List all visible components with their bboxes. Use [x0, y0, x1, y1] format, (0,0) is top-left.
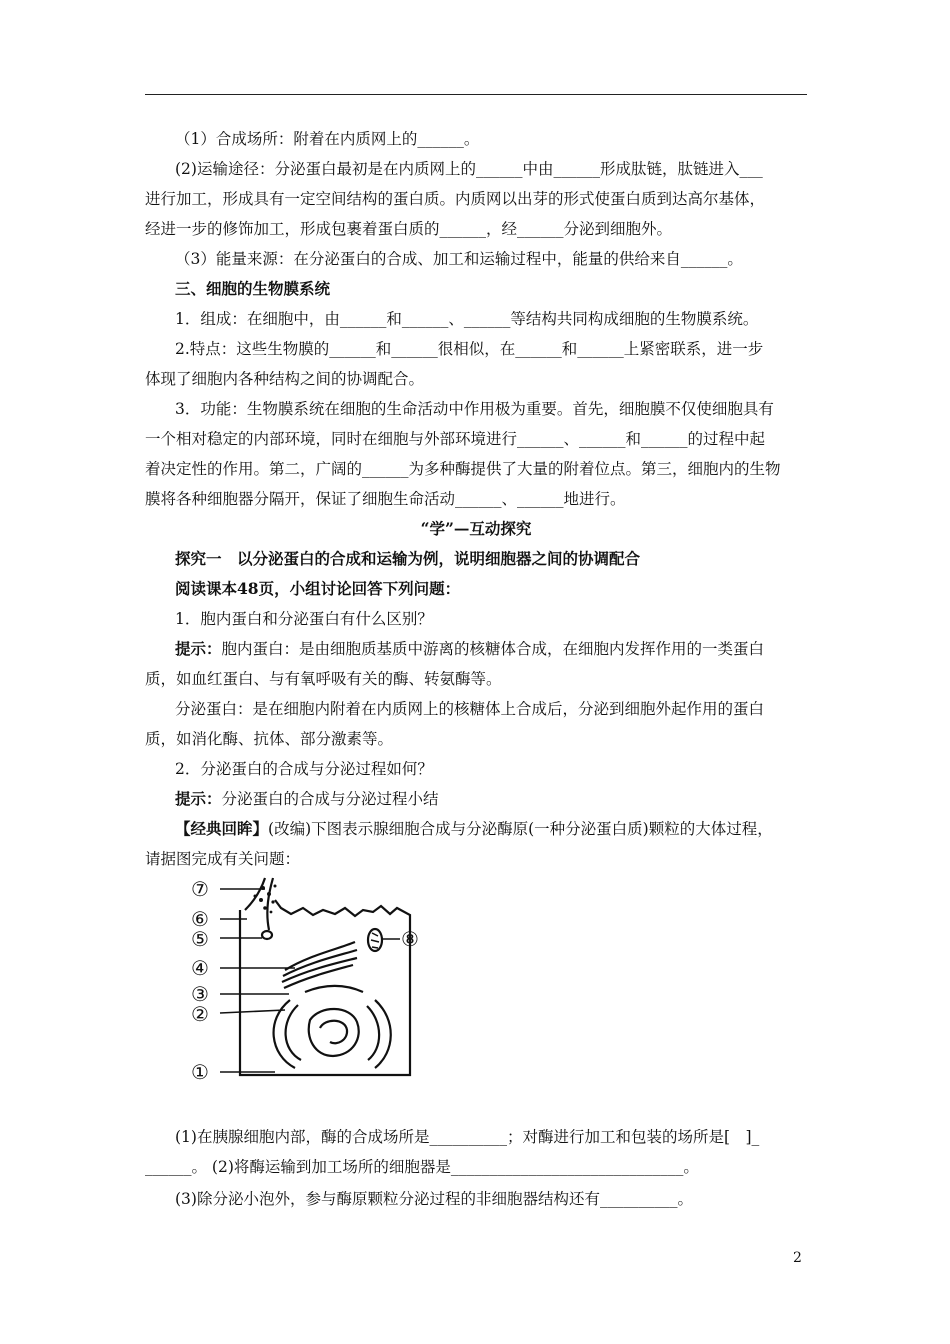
hint-line	[175, 639, 807, 659]
exercise-text: (改编)下图表示腺细胞合成与分泌酶原(一种分泌蛋白质)颗粒的大体过程，	[268, 820, 773, 838]
hint-text: 分泌蛋白的合成与分泌过程小结	[221, 790, 439, 808]
text-line: (2)运输途径：分泌蛋白最初是在内质网上的______中由______形成肽链，肽链进入___	[175, 160, 763, 178]
figure-label: ⑤	[191, 927, 209, 951]
exercise-tag: 【经典回眸】	[175, 819, 269, 838]
nucleus	[309, 1009, 359, 1056]
text-line: 1．组成：在细胞中，由______和______、______等结构共同构成细胞的生物膜系统。	[175, 310, 759, 328]
text-line: 质，如血红蛋白、与有氧呼吸有关的酶、转氨酶等。	[145, 670, 502, 688]
question-line: (3)除分泌小泡外，参与酶原颗粒分泌过程的非细胞器结构还有__________。	[175, 1190, 693, 1208]
instruction: 阅读课本48页，小组讨论回答下列问题：	[175, 579, 461, 598]
question-line: ______。 (2)将酶运输到加工场所的细胞器是______________________________。	[145, 1158, 699, 1176]
question: 2．分泌蛋白的合成与分泌过程如何？	[175, 760, 433, 778]
text-line: 膜将各种细胞器分隔开，保证了细胞生命活动______、______地进行。	[145, 490, 626, 508]
text-line: 一个相对稳定的内部环境，同时在细胞与外部环境进行______、______和______的过程中起	[145, 430, 766, 448]
hint-label: 提示：	[175, 639, 222, 658]
figure-label: ④	[191, 956, 209, 980]
inquiry-heading: 探究一 以分泌蛋白的合成和运输为例，说明细胞器之间的协调配合	[175, 549, 641, 568]
text-line: 3．功能：生物膜系统在细胞的生命活动中作用极为重要。首先，细胞膜不仅使细胞具有	[175, 400, 774, 418]
text-line: 请据图完成有关问题：	[145, 850, 301, 868]
text-line: 分泌蛋白：是在细胞内附着在内质网上的核糖体上合成后，分泌到细胞外起作用的蛋白	[175, 700, 765, 718]
hint-label: 提示：	[175, 789, 222, 808]
hint-line	[175, 789, 807, 809]
question: 1．胞内蛋白和分泌蛋白有什么区别？	[175, 610, 433, 628]
figure-label: ②	[191, 1002, 209, 1026]
secretory-opening	[267, 878, 273, 930]
text-line: （1）合成场所：附着在内质网上的______。	[175, 130, 480, 148]
text-line: 进行加工，形成具有一定空间结构的蛋白质。内质网以出芽的形式使蛋白质到达高尔基体，	[145, 190, 766, 208]
text-line: 质，如消化酶、抗体、部分激素等。	[145, 730, 394, 748]
section-heading: 三、细胞的生物膜系统	[175, 279, 331, 298]
text-line: （3）能量来源：在分泌蛋白的合成、加工和运输过程中，能量的供给来自______。	[175, 250, 743, 268]
text-line: 经进一步的修饰加工，形成包裹着蛋白质的______，经______分泌到细胞外。	[145, 220, 673, 238]
secretory-vesicle	[262, 931, 272, 939]
text-line: 着决定性的作用。第二，广阔的______为多种酶提供了大量的附着位点。第三，细胞内的生物	[145, 460, 781, 478]
figure-label: ⑧	[401, 927, 419, 951]
figure-label: ⑥	[191, 907, 209, 931]
figure-label: ①	[191, 1060, 209, 1084]
text-line: 2.特点：这些生物膜的______和______很相似，在______和______上紧密联系，进一步	[175, 340, 764, 358]
text-line: 体现了细胞内各种结构之间的协调配合。	[145, 370, 425, 388]
exercise-intro	[175, 819, 807, 839]
hint-text: 胞内蛋白：是由细胞质基质中游离的核糖体合成，在细胞内发挥作用的一类蛋白	[221, 640, 765, 658]
page-number: 2	[793, 1250, 802, 1266]
header-rule	[145, 94, 807, 95]
golgi-apparatus	[282, 942, 357, 988]
figure-label: ③	[191, 982, 209, 1006]
question-line: (1)在胰腺细胞内部，酶的合成场所是__________；对酶进行加工和包装的场所是[ ]_	[175, 1128, 760, 1146]
cell-diagram	[185, 870, 445, 1085]
figure-label: ⑦	[191, 877, 209, 901]
section-title: “学”—互动探究	[420, 519, 532, 538]
